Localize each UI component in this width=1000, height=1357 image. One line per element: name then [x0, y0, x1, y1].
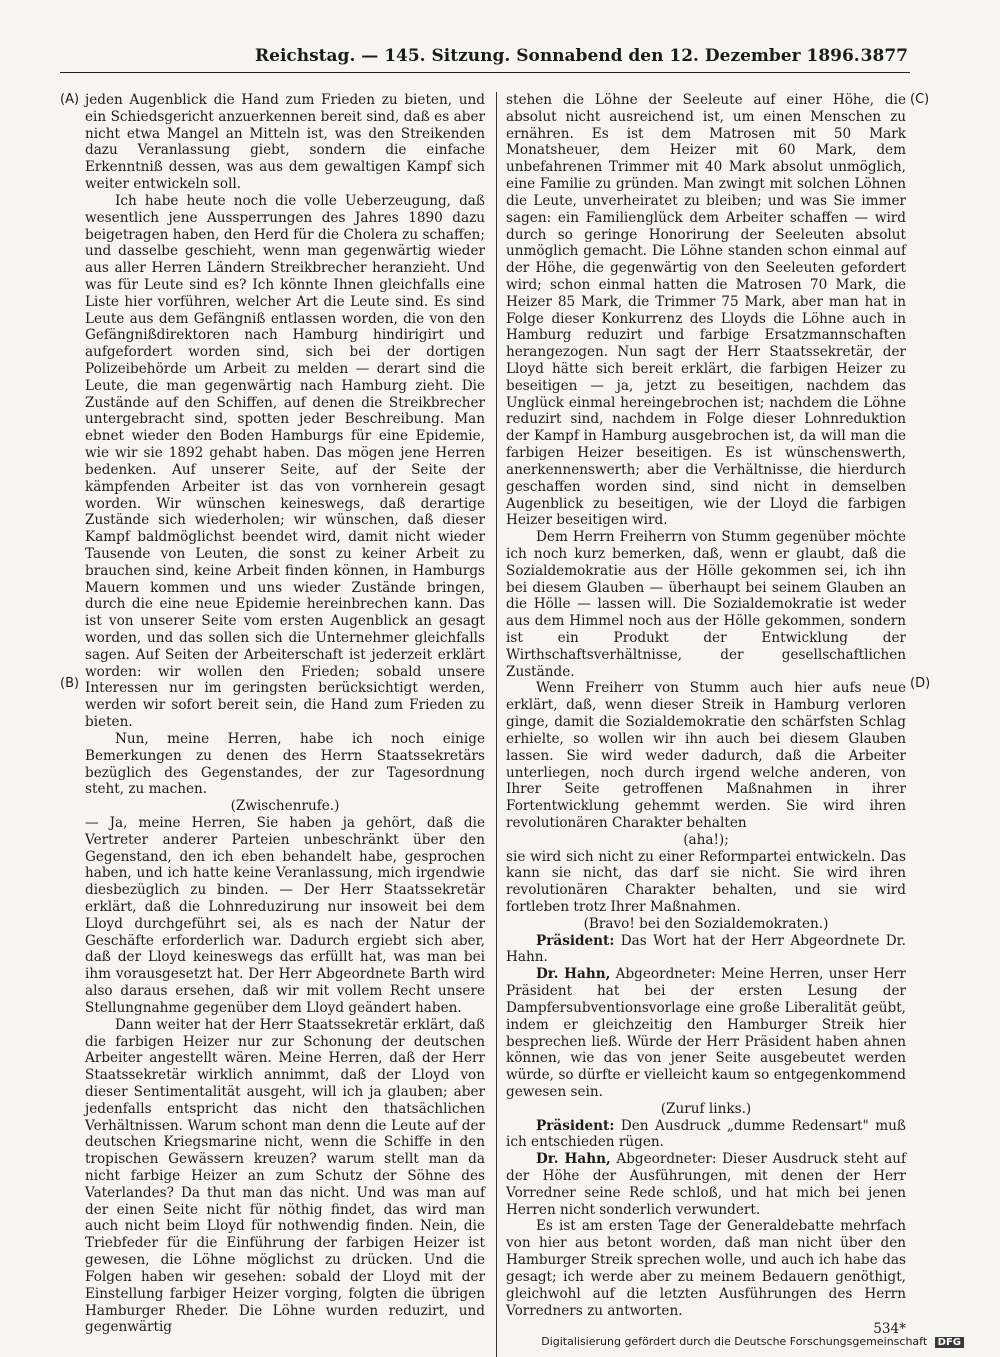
paragraph: Dem Herrn Freiherrn von Stumm gegenüber möchte ich noch kurz bemerken, daß, wenn er glaubt, daß die Sozialdemokratie aus der Hölle gekommen sei, ich ihn bei diesem Glauben — überhaupt bei seinem Glauben an die Hölle — lassen will. Die Sozialdemokratie ist weder aus dem Himmel noch aus der Hölle gekommen, sondern ist ein Produkt der Entwicklung der Wirthschaftsverhältnisse, der gesellschaftlichen Zustände. [506, 529, 906, 680]
paragraph: Dann weiter hat der Herr Staatssekretär erklärt, daß die farbigen Heizer nur zur Schonung der deutschen Arbeiter angestellt wären. Meine Herren, daß der Herr Staatssekretär wirklich annimmt, daß der Lloyd von dieser Sentimentalität ausgeht, will ich ja glauben; aber jedenfalls entspricht das nicht den thatsächlichen Verhältnissen. Warum schont man denn die Leute auf der deutschen Kriegsmarine nicht, wenn die Schiffe in den tropischen Gewässern kreuzen? warum stellt man da nicht farbige Heizer an zum Schutz der Söhne des Vaterlandes? Da thut man das nicht. Und was man auf der einen Seite nicht für nöthig findet, das wird man auch nicht beim Lloyd für nothwendig finden. Nein, die Triebfeder für die Einführung der farbigen Heizer ist gewesen, die Löhne möglichst zu drücken. Und die Folgen haben wir gesehen: sobald der Lloyd mit der Einstellung farbiger Heizer vorging, folgten die übrigen Hamburger Rheder. Die Löhne wurden reduzirt, und gegenwärtig [85, 1016, 485, 1336]
interjection: (aha!); [683, 831, 729, 848]
speaker-label: Dr. Hahn, [536, 1151, 611, 1168]
footer-text: Digitalisierung gefördert durch die Deutsche Forschungsgemeinschaft [541, 1335, 928, 1348]
margin-marker-a: (A) [60, 92, 80, 107]
paragraph: sie wird sich nicht zu einer Reformpartei entwickeln. Das kann sie nicht, das darf sie nicht. Sie wird ihren revolutionären Charakter behalten, und sie wird fortleben trotz Ihrer Maßnahmen. [506, 848, 906, 915]
margin-marker-b: (B) [60, 676, 80, 691]
paragraph: Es ist am ersten Tage der Generaldebatte mehrfach von hier aus betont worden, daß man nicht über den Hamburger Streik sprechen wolle, und auch ich habe das gesagt; ich werde aber zu meinem Bedauern genöthigt, gleichwohl auf die letzten Ausführungen des Herrn Vorredners zu antworten. [506, 1218, 906, 1319]
dfg-logo: DFG [935, 1337, 964, 1348]
speaker-paragraph: Präsident: Das Wort hat der Herr Abgeordnete Dr. Hahn. [506, 932, 906, 966]
left-column [85, 92, 485, 1336]
page-number: 3877 [860, 46, 908, 66]
speaker-paragraph: Präsident: Den Ausdruck „dumme Redensart" muß ich entschieden rügen. [506, 1117, 906, 1151]
paragraph: Ich habe heute noch die volle Ueberzeugung, daß wesentlich jene Aussperrungen des Jahres 1890 dazu beigetragen haben, den Herd für die Cholera zu schaffen; und dasselbe geschieht, wenn man gegenwärtig wieder aus aller Herren Ländern Streikbrecher heranzieht. Und was für Leute sind es? Ich könnte Ihnen gleichfalls eine Liste hier vorführen, welcher Art die Leute sind. Es sind Leute aus dem Gefängniß entlassen worden, die von den Gefängnißdirektoren nach Hamburg hindirigirt und aufgefordert worden sind, sich bei der dortigen Polizeibehörde um Arbeit zu melden — derart sind die Leute, die man gegenwärtig nach Hamburg zieht. Die Zustände auf den Schiffen, auf denen die Streikbrecher untergebracht sind, spotten jeder Beschreibung. Man ebnet wieder den Boden Hamburgs für eine Epidemie, wie wir sie 1892 gehabt haben. Das mögen jene Herren bedenken. Auf unserer Seite, auf der Seite der kämpfenden Arbeiter ist das von vornherein gesagt worden. Wir wünschen keineswegs, daß derartige Zustände sich wiederholen; wir wünschen, daß dieser Kampf baldmöglichst beendet wird, damit nicht wieder Tausende von Leuten, die sonst zu keiner Arbeit zu brauchen sind, keine Arbeit finden können, in Hamburgs Mauern kommen und uns wieder Zustände bringen, durch die eine neue Epidemie hereinbrechen kann. Das ist von unserer Seite vom ersten Augenblick an gesagt worden, und das sollen sich die Unternehmer gleichfalls sagen. Auf Seiten der Arbeiterschaft ist jederzeit erklärt worden: wir wollen den Frieden; sobald unsere Interessen nur im geringsten berücksichtigt werden, werden wir sofort bereit sein, die Hand zum Frieden zu bieten. [85, 192, 485, 731]
header-rule [60, 72, 910, 73]
speaker-label: Präsident: [536, 932, 615, 949]
interjection: (Bravo! bei den Sozialdemokraten.) [583, 915, 829, 932]
speaker-label: Präsident: [536, 1117, 615, 1134]
page-title: Reichstag. — 145. Sitzung. Sonnabend den 12. Dezember 1896. [255, 46, 860, 66]
paragraph: Wenn Freiherr von Stumm auch hier aufs neue erklärt, daß, wenn dieser Streik in Hamburg verloren ginge, damit die Sozialdemokratie den schärfsten Schlag erhielte, so wollen wir ihn auch bei diesem Glauben lassen. Sie wird weder dadurch, daß die Arbeiter unterliegen, noch durch irgend welche anderen, von Ihrer Seite getroffenen Maßnahmen in ihrer Fortentwicklung gehemmt werden. Sie wird ihren revolutionären Charakter behalten [506, 680, 906, 831]
paragraph: Nun, meine Herren, habe ich noch einige Bemerkungen zu denen des Herrn Staatssekretärs bezüglich des Gegenstandes, der zur Tagesordnung steht, zu machen. [85, 730, 485, 798]
margin-marker-c: (C) [910, 92, 930, 107]
interjection: (Zwischenrufe.) [230, 798, 340, 815]
paragraph: jeden Augenblick die Hand zum Frieden zu bieten, und ein Schiedsgericht anzuerkennen bereit sind, daß es aber nicht etwa Mangel an Mitteln ist, was den Streikenden dazu Veranlassung giebt, sondern die einfache Erkenntniß dessen, was aus dem gewaltigen Kampf sich weiter entwickeln soll. [85, 92, 485, 193]
speaker-label: Dr. Hahn, [536, 966, 611, 983]
page-header [60, 46, 908, 72]
column-divider [496, 92, 497, 1357]
paragraph: stehen die Löhne der Seeleute auf einer Höhe, die absolut nicht ausreichend ist, um einen Menschen zu ernähren. Es ist dem Matrosen mit 50 Mark Monatsheuer, dem Heizer mit 60 Mark, dem unbefahrenen Trimmer mit 40 Mark absolut unmöglich, eine Familie zu gründen. Man zwingt mit solchen Löhnen die Leute, unverheiratet zu bleiben; und was Sie immer sagen: ein Familienglück dem Arbeiter schaffen — wird durch so geringe Honorirung der Seeleuten absolut unmöglich gemacht. Die Löhne standen schon einmal auf der Höhe, die gegenwärtig von den Seeleuten gefordert wird; schon einmal hatten die Matrosen 70 Mark, die Heizer 85 Mark, die Trimmer 75 Mark, aber man hat in Folge dieser Konkurrenz des Lloyds die Löhne auch in Hamburg reduzirt und farbige Ersatzmannschaften herangezogen. Nun sagt der Herr Staatssekretär, der Lloyd hätte sich bereit erklärt, die farbigen Heizer zu beseitigen — ja, jetzt zu beseitigen, nachdem das Unglück einmal hereingebrochen ist; nachdem die Löhne reduzirt sind, nachdem in Folge dieser Lohnreduktion der Kampf in Hamburg ausgebrochen ist, da will man die farbigen Heizer beseitigen. Es ist wünschenswerth, anerkennenswerth; aber die Verhältnisse, die hierdurch geschaffen worden sind, sind nicht in demselben Augenblick zu beseitigen, wie der Lloyd die farbigen Heizer beseitigen wird. [506, 92, 906, 529]
sheet-mark: 534* [873, 1321, 906, 1338]
right-column [506, 92, 906, 1338]
digitization-footer [541, 1335, 964, 1348]
paragraph: — Ja, meine Herren, Sie haben ja gehört, daß die Vertreter anderer Parteien unbeschränkt über den Gegenstand, den ich eben behandelt habe, gesprochen haben, und ich hatte keine Veranlassung, mich irgendwie diesbezüglich zu binden. — Der Herr Staatssekretär erklärt, daß die Lohnreduzirung nur insoweit bei dem Lloyd durchgeführt sei, als es nach der Natur der Geschäfte erforderlich war. Dadurch ergiebt sich aber, daß der Lloyd keineswegs das erfüllt hat, was man bei ihm vorausgesetzt hat. Der Herr Abgeordnete Barth wird also daraus ersehen, daß wir mit vollem Recht unsere Stellungnahme gegenüber dem Lloyd geändert haben. [85, 814, 485, 1016]
speaker-paragraph: Dr. Hahn, Abgeordneter: Dieser Ausdruck steht auf der Höhe der Ausführungen, mit denen der Herr Vorredner seine Rede schloß, und hat mich bei jenen Herren nicht sonderlich verwundert. [506, 1151, 906, 1218]
speaker-paragraph: Dr. Hahn, Abgeordneter: Meine Herren, unser Herr Präsident hat bei der ersten Lesung der Dampfersubventionsvorlage eine große Liberalität geübt, indem er gleichzeitig den Hamburger Streik hier besprechen ließ. Würde der Herr Präsident haben ahnen können, wie das von jener Seite ausgebeutet werden würde, so dürfte er vielleicht kaum so entgegenkommend gewesen sein. [506, 966, 906, 1100]
margin-marker-d: (D) [910, 676, 931, 691]
interjection: (Zuruf links.) [660, 1100, 752, 1117]
